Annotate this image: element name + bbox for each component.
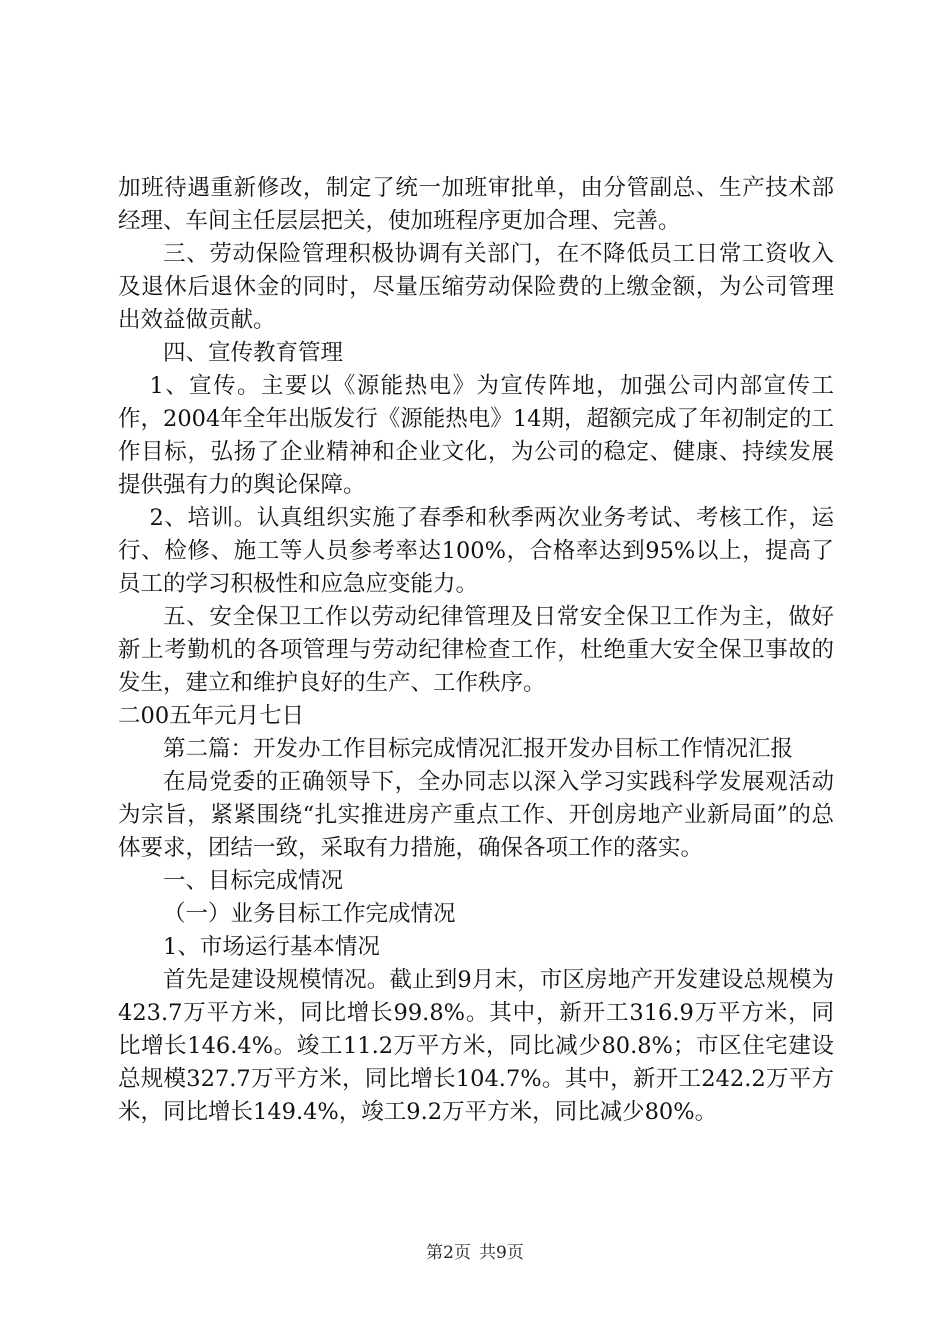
paragraph-security: 五、安全保卫工作以劳动纪律管理及日常安全保卫工作为主，做好新上考勤机的各项管理与劳动纪律检查工作，杜绝重大安全保卫事故的发生，建立和维护良好的生产、工作秩序。	[118, 604, 834, 696]
heading-target-completion: 一、目标完成情况	[163, 868, 344, 894]
paragraph-construction-scale: 首先是建设规模情况。截止到9月末，市区房地产开发建设总规模为423.7万平方米，同比增长99.8%。其中，新开工316.9万平方米，同比增长146.4%。竣工11.2万平方米，同比减少80.8%；市区住宅建设总规模327.7万平方米，同比增长104.7%。其中，新开工242.2万平方米，同比增长149.4%，竣工9.2万平方米，同比减少80%。	[118, 967, 834, 1125]
page-footer	[0, 1238, 950, 1263]
heading-market-operation: 1、市场运行基本情况	[163, 934, 380, 960]
document-body	[118, 172, 834, 1129]
paragraph-publicity: 1、宣传。主要以《源能热电》为宣传阵地，加强公司内部宣传工作，2004年全年出版发行《源能热电》14期，超额完成了年初制定的工作目标，弘扬了企业精神和企业文化，为公司的稳定、健康、持续发展提供强有力的舆论保障。	[118, 373, 834, 498]
heading-publicity-education: 四、宣传教育管理	[163, 340, 344, 366]
heading-business-targets: （一）业务目标工作完成情况	[163, 901, 456, 927]
paragraph-introduction: 在局党委的正确领导下，全办同志以深入学习实践科学发展观活动为宗旨，紧紧围绕“扎实推进房产重点工作、开创房地产业新局面”的总体要求，团结一致，采取有力措施，确保各项工作的落实。	[118, 769, 834, 861]
paragraph-labor-insurance: 三、劳动保险管理积极协调有关部门，在不降低员工日常工资收入及退休后退休金的同时，尽量压缩劳动保险费的上缴金额，为公司管理出效益做贡献。	[118, 241, 834, 333]
document-date: 二00五年元月七日	[118, 703, 305, 729]
page-number: 第2页	[426, 1243, 471, 1263]
paragraph-training: 2、培训。认真组织实施了春季和秋季两次业务考试、考核工作，运行、检修、施工等人员参考率达100%，合格率达到95%以上，提高了员工的学习积极性和应急应变能力。	[118, 505, 834, 597]
heading-second-article: 第二篇：开发办工作目标完成情况汇报开发办目标工作情况汇报	[163, 736, 794, 762]
page-total: 共9页	[479, 1243, 524, 1263]
paragraph-overtime-continued: 加班待遇重新修改，制定了统一加班审批单，由分管副总、生产技术部经理、车间主任层层把关，使加班程序更加合理、完善。	[118, 175, 834, 234]
